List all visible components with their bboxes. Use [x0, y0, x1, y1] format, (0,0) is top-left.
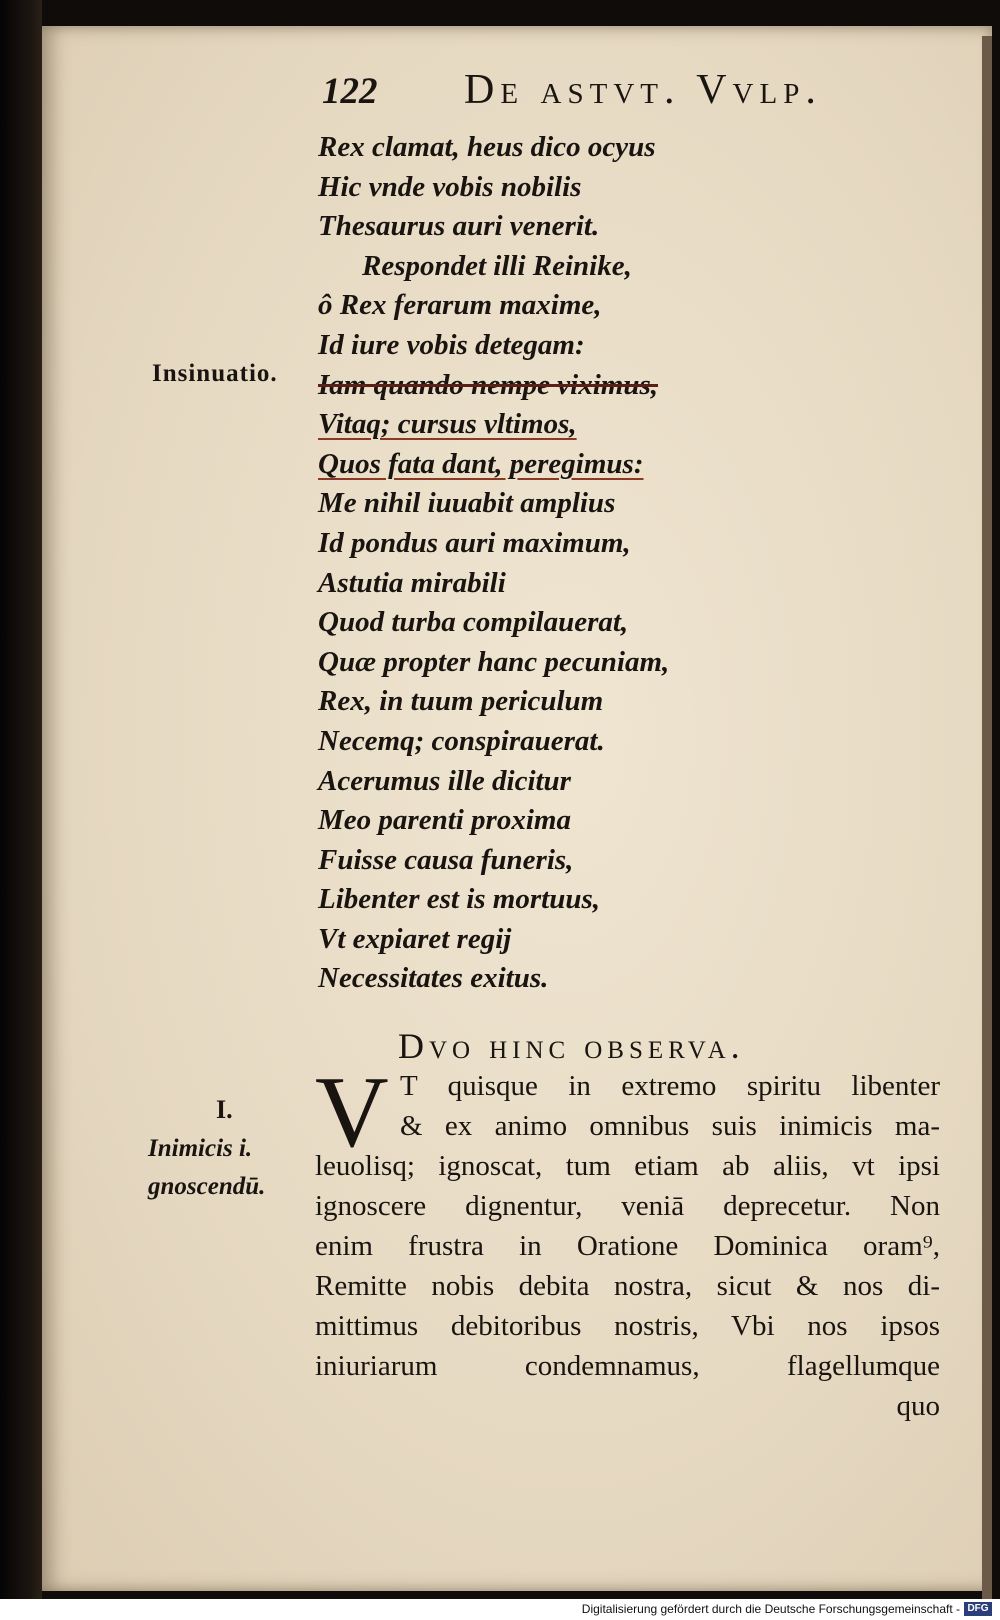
verse-line-underlined: Vitaq; cursus vltimos, — [318, 408, 577, 441]
verse-line: Rex clamat, heus dico ocyus — [318, 131, 656, 163]
margin-note-line: Inimicis i. — [148, 1135, 253, 1162]
prose-line: & ex animo omnibus suis inimicis ma- — [400, 1110, 940, 1142]
section-heading: Dvo hinc observa. — [398, 1026, 745, 1066]
verse-line: Libenter est is mortuus, — [318, 883, 600, 916]
prose-line: Remitte nobis debita nostra, sicut & nos di- — [315, 1270, 940, 1302]
page-header — [322, 67, 882, 120]
prose-line: iniuriarum condemnamus, flagellumque — [315, 1350, 940, 1382]
verse-line: Fuisse causa funeris, — [318, 843, 574, 876]
verse-line: Hic vnde vobis nobilis — [318, 170, 582, 203]
running-title: De astvt. Vvlp. — [464, 67, 822, 113]
prose-line: T quisque in extremo spiritu libenter — [400, 1070, 940, 1102]
prose-line: mittimus debitoribus nostris, Vbi nos ipsos — [315, 1310, 940, 1342]
verse-line: Id iure vobis detegam: — [318, 328, 585, 361]
digitization-footer — [0, 1599, 1000, 1620]
dfg-logo-icon: DFG — [964, 1602, 992, 1616]
verse-line: Necessitates exitus. — [318, 962, 549, 995]
verse-line: Me nihil iuuabit amplius — [318, 487, 616, 520]
verse-line: Quod turba compilauerat, — [318, 606, 629, 639]
verse-line: Meo parenti proxima — [318, 804, 571, 837]
prose-line: enim frustra in Oratione Dominica oram⁹, — [315, 1230, 940, 1262]
page-number: 122 — [322, 71, 378, 112]
catchword: quo — [896, 1390, 940, 1422]
verse-block — [318, 128, 738, 999]
verse-line: Rex, in tuum periculum — [318, 685, 604, 718]
verse-line: Necemq; conspirauerat. — [318, 724, 605, 757]
verse-line: Quæ propter hanc pecuniam, — [318, 645, 670, 678]
margin-note-insinuatio: Insinuatio. — [152, 360, 278, 387]
margin-note-number: I. — [216, 1095, 233, 1124]
footer-credit: Digitalisierung gefördert durch die Deutsche Forschungsgemeinschaft - — [581, 1602, 960, 1616]
prose-line: leuolisq; ignoscat, tum etiam ab aliis, vt ipsi — [315, 1150, 940, 1182]
drop-cap: V — [315, 1056, 389, 1169]
verse-line: Vt expiaret regij — [318, 922, 512, 955]
verse-line: Astutia mirabili — [318, 566, 506, 599]
verse-line: Thesaurus auri venerit. — [318, 210, 600, 243]
verse-line: Id pondus auri maximum, — [318, 526, 631, 559]
verse-line: Respondet illi Reinike, — [362, 249, 632, 282]
prose-line: ignoscere dignentur, veniā deprecetur. Non — [315, 1190, 940, 1222]
verse-line: Acerumus ille dicitur — [318, 764, 571, 797]
page-edge — [982, 36, 992, 1616]
margin-note-line: gnoscendū. — [148, 1173, 266, 1200]
verse-line-struck: Iam quando nempe viximus, — [318, 368, 658, 401]
margin-note-inimicis — [148, 1130, 308, 1206]
verse-line-underlined: Quos fata dant, peregimus: — [318, 447, 644, 480]
verse-line: ô Rex ferarum maxime, — [318, 289, 602, 322]
book-spine-shadow — [0, 0, 42, 1620]
prose-paragraph — [315, 1056, 940, 1426]
